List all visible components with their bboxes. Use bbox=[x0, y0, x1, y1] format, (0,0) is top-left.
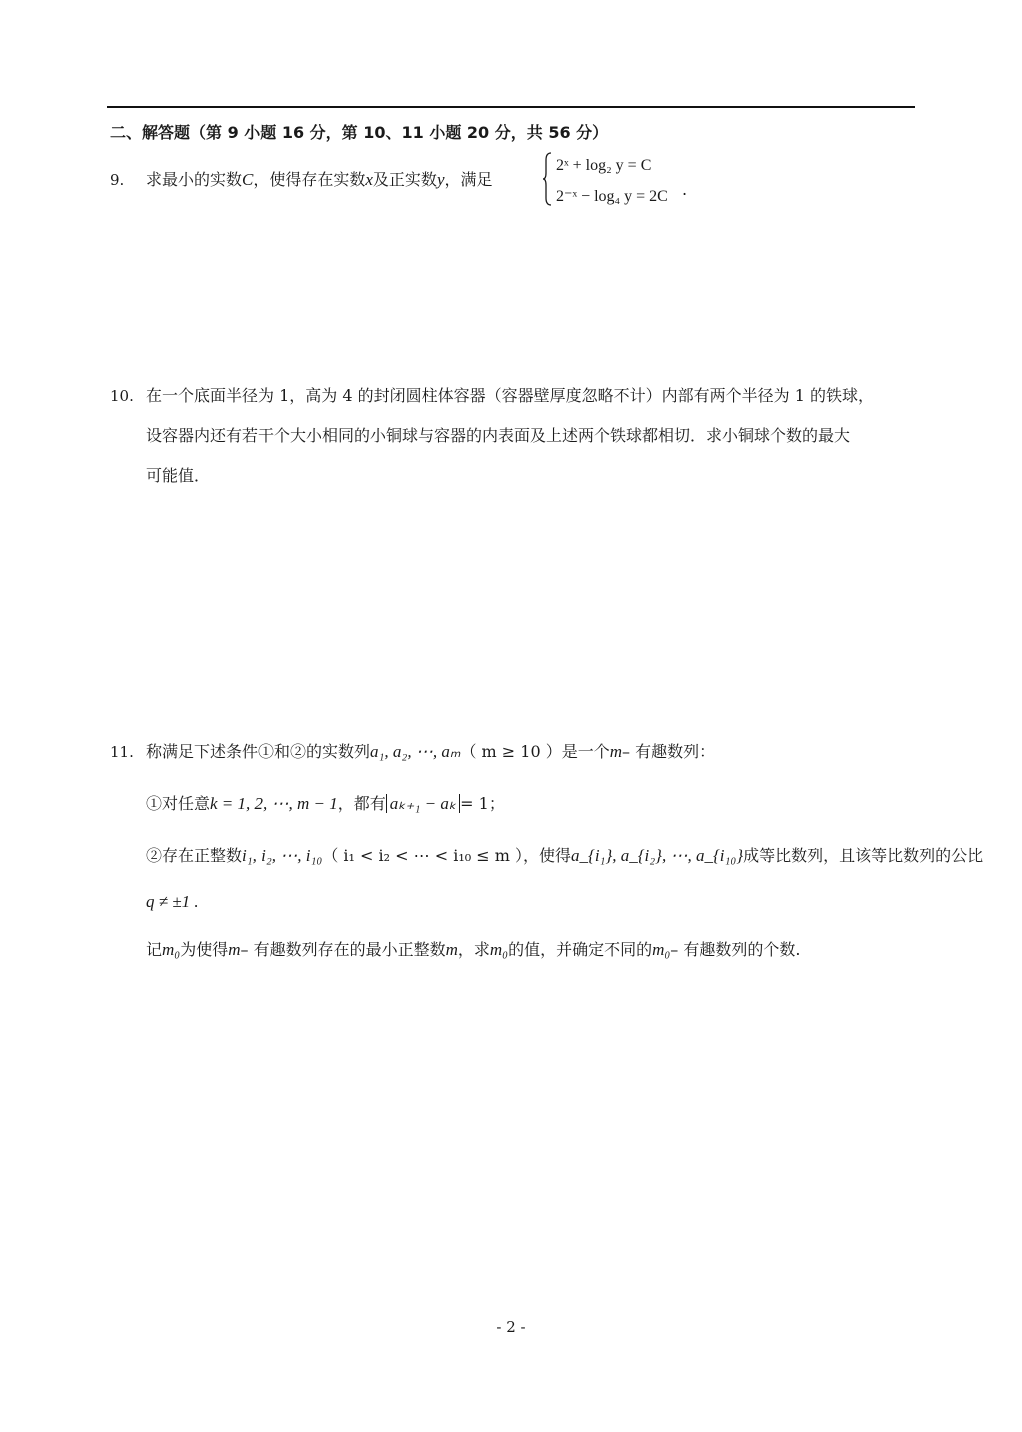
q11-last-m0c: m₀ bbox=[652, 940, 671, 959]
q11-last-m2: m bbox=[445, 940, 458, 959]
q11-last-d: ，求 bbox=[457, 940, 490, 959]
q9-text-b: ，使得存在实数 bbox=[253, 170, 366, 189]
q11-last-m: m bbox=[228, 940, 241, 959]
q9-end: . bbox=[682, 180, 688, 199]
q11-number: 11. bbox=[110, 743, 134, 761]
q11-last-f: – 有趣数列的个数. bbox=[670, 940, 801, 959]
q11-last-m0: m₀ bbox=[162, 940, 181, 959]
q11-ratio bbox=[146, 892, 199, 912]
q11-sequence: a₁, a₂, ⋯, aₘ bbox=[370, 742, 461, 761]
q11-last-a: 记 bbox=[146, 940, 163, 959]
q9-equation-1: 2ˣ + log₂ y = C bbox=[556, 157, 652, 174]
q11-last-m0b: m₀ bbox=[489, 940, 509, 959]
q11-line-1 bbox=[146, 742, 715, 762]
q9-number: 9. bbox=[110, 171, 125, 189]
q9-var-y: y bbox=[436, 170, 445, 189]
q9-text bbox=[146, 170, 493, 190]
q11-var-m: m bbox=[609, 742, 623, 761]
q11-line1-a: 称满足下述条件①和②的实数列 bbox=[146, 742, 371, 761]
q11-line1-c: – 有趣数列： bbox=[622, 742, 716, 761]
q9-var-x: x bbox=[365, 170, 373, 189]
q10-line-2: 设容器内还有若干个大小相同的小铜球与容器的内表面及上述两个铁球都相切．求小铜球个数的最大 bbox=[146, 426, 851, 445]
q11-last-line bbox=[146, 940, 800, 960]
q9-text-d: ，满足 bbox=[444, 170, 493, 189]
q11-last-e: 的值，并确定不同的 bbox=[508, 940, 653, 959]
q11-condition-1 bbox=[146, 794, 505, 814]
page-number: - 2 - bbox=[496, 1318, 526, 1336]
q9-text-c: 及正实数 bbox=[372, 170, 437, 189]
q11-cond2-ineq: （ i₁ < i₂ < ⋯ < i₁₀ ≤ m ）， bbox=[322, 846, 539, 865]
q9-equation-2: 2⁻ˣ − log₄ y = 2C bbox=[556, 188, 668, 205]
q11-condition-2 bbox=[146, 846, 983, 866]
q9-text-a: 求最小的实数 bbox=[146, 170, 243, 189]
q11-line1-b: 是一个 bbox=[561, 742, 610, 761]
q11-cond1-c: = 1； bbox=[460, 794, 505, 813]
q11-cond2-a: ②存在正整数 bbox=[146, 846, 243, 865]
q11-condition: （ m ≥ 10 ） bbox=[460, 742, 562, 761]
q10-line-3: 可能值． bbox=[146, 466, 211, 485]
q11-cond2-b: 使得 bbox=[539, 846, 572, 865]
q11-cond1-b: ，都有 bbox=[337, 794, 386, 813]
q10-line-1: 在一个底面半径为 1，高为 4 的封闭圆柱体容器（容器壁厚度忽略不计）内部有两个半径为 1 的铁球， bbox=[146, 386, 874, 405]
system-brace-icon bbox=[542, 152, 552, 206]
q10-number: 10. bbox=[110, 387, 134, 405]
q11-cond2-i: i₁, i₂, ⋯, i₁₀ bbox=[242, 846, 323, 865]
header-rule bbox=[107, 106, 915, 108]
q11-cond1-abs: aₖ₊₁ − aₖ bbox=[386, 794, 460, 813]
q11-last-b: 为使得 bbox=[180, 940, 229, 959]
q11-last-c: – 有趣数列存在的最小正整数 bbox=[240, 940, 446, 959]
q9-var-c: C bbox=[242, 170, 254, 189]
section-title: 二、解答题（第 9 小题 16 分，第 10、11 小题 20 分，共 56 分） bbox=[110, 123, 609, 142]
q11-cond2-seq: a_{i₁}, a_{i₂}, ⋯, a_{i₁₀} bbox=[571, 846, 744, 865]
q11-cond2-c: 成等比数列，且该等比数列的公比 bbox=[743, 846, 984, 865]
q11-cond1-k: k = 1, 2, ⋯, m − 1 bbox=[210, 794, 338, 813]
q11-cond2-q: q ≠ ±1 . bbox=[146, 892, 199, 911]
q11-cond1-a: ①对任意 bbox=[146, 794, 211, 813]
